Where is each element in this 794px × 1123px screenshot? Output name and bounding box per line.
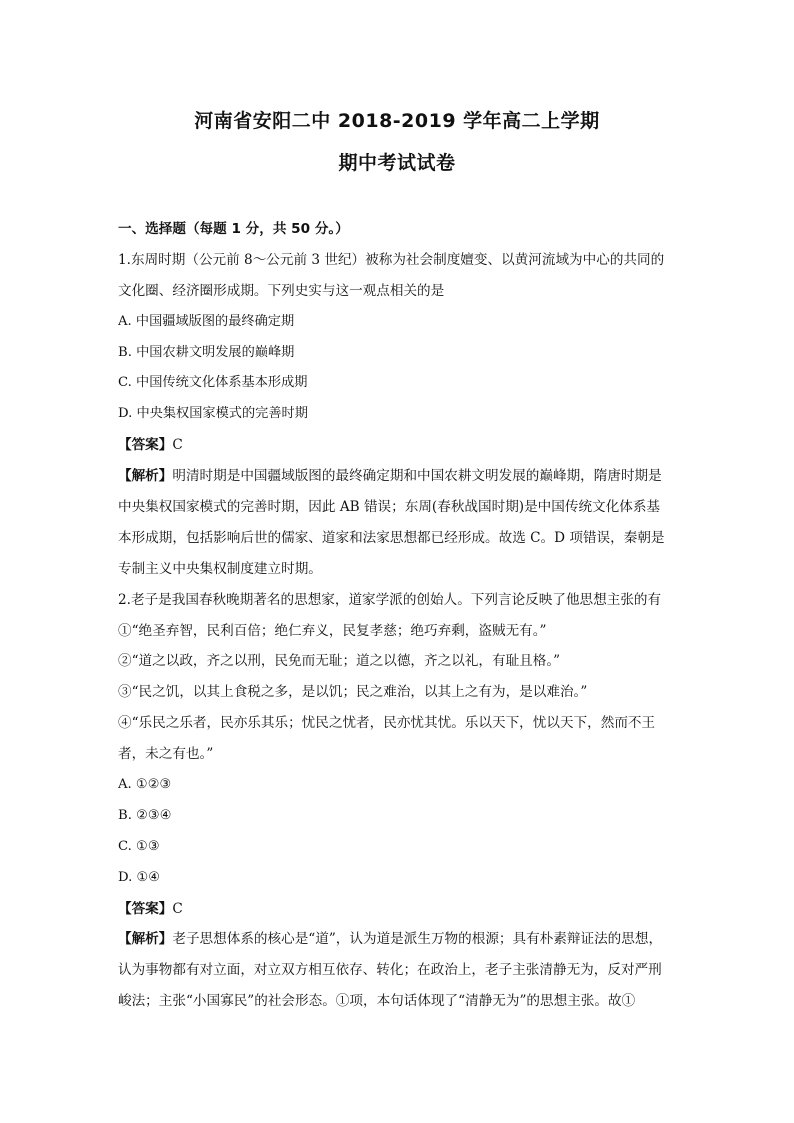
analysis-text: 峻法；主张“小国寡民”的社会形态。①项，本句话体现了“清静无为”的思想主张。故①: [118, 993, 636, 1010]
question-stem: 1.东周时期（公元前 8～公元前 3 世纪）被称为社会制度嬗变、以黄河流域为中心的共同的: [118, 251, 665, 268]
answer-line: [118, 894, 678, 925]
quote-3: ③“民之饥，以其上食税之多，是以饥；民之难治，以其上之有为，是以难治。”: [118, 684, 588, 701]
option-d: D. ①④: [118, 869, 161, 885]
quote-2: ②“道之以政，齐之以刑，民免而无耻；道之以德，齐之以礼，有耻且格。”: [118, 653, 561, 670]
analysis-text: 本形成期，包括影响后世的儒家、道家和法家思想都已经形成。故选 C。D 项错误，秦朝是: [118, 529, 665, 546]
option-b: B. ②③④: [118, 807, 172, 823]
analysis-line: [118, 924, 678, 955]
answer-tag: 【答案】: [118, 437, 173, 454]
option-c: C. 中国传统文化体系基本形成期: [118, 375, 308, 391]
analysis-text: 中央集权国家模式的完善时期，因此 AB 错误；东周(春秋战国时期)是中国传统文化体系基: [118, 499, 661, 516]
analysis-text: 明清时期是中国疆域版图的最终确定期和中国农耕文明发展的巅峰期，隋唐时期是: [172, 468, 662, 485]
question-1: [118, 245, 678, 585]
question-stem: 2.老子是我国春秋晚期著名的思想家，道家学派的创始人。下列言论反映了他思想主张的有: [118, 591, 662, 608]
question-2: [118, 585, 678, 1017]
analysis-text: 老子思想体系的核心是“道”，认为道是派生万物的根源；具有朴素辩证法的思想，: [172, 931, 663, 948]
analysis-text: 专制主义中央集权制度建立时期。: [118, 560, 322, 577]
analysis-text: 认为事物都有对立面，对立双方相互依存、转化；在政治上，老子主张清静无为，反对严刑: [118, 962, 662, 979]
question-stem: 文化圈、经济圈形成期。下列史实与这一观点相关的是: [118, 282, 445, 299]
option-a: A. 中国疆域版图的最终确定期: [118, 313, 295, 329]
exam-body: [118, 214, 678, 1017]
analysis-tag: 【解析】: [118, 931, 173, 948]
option-a: A. ①②③: [118, 777, 172, 793]
quote-1: ①“绝圣弃智，民利百倍；绝仁弃义，民复孝慈；绝巧弃剩，盗贼无有。”: [118, 622, 547, 639]
answer-value: C: [172, 437, 183, 454]
answer-value: C: [172, 900, 183, 917]
section-heading: 一、选择题（每题 1 分，共 50 分。）: [118, 221, 349, 237]
document-subtitle: 期中考试试卷: [338, 152, 456, 174]
quote-4: ④“乐民之乐者，民亦乐其乐；忧民之忧者，民亦忧其忧。乐以天下，忧以天下，然而不王: [118, 715, 656, 732]
answer-tag: 【答案】: [118, 900, 173, 917]
option-b: B. 中国农耕文明发展的巅峰期: [118, 344, 295, 360]
document-title: 河南省安阳二中 2018-2019 学年高二上学期: [194, 110, 600, 132]
option-d: D. 中央集权国家模式的完善时期: [118, 406, 308, 422]
answer-line: [118, 430, 678, 461]
analysis-line: [118, 461, 678, 492]
analysis-tag: 【解析】: [118, 468, 173, 485]
option-c: C. ①③: [118, 838, 160, 854]
quote-4-cont: 者，未之有也。”: [118, 746, 214, 763]
